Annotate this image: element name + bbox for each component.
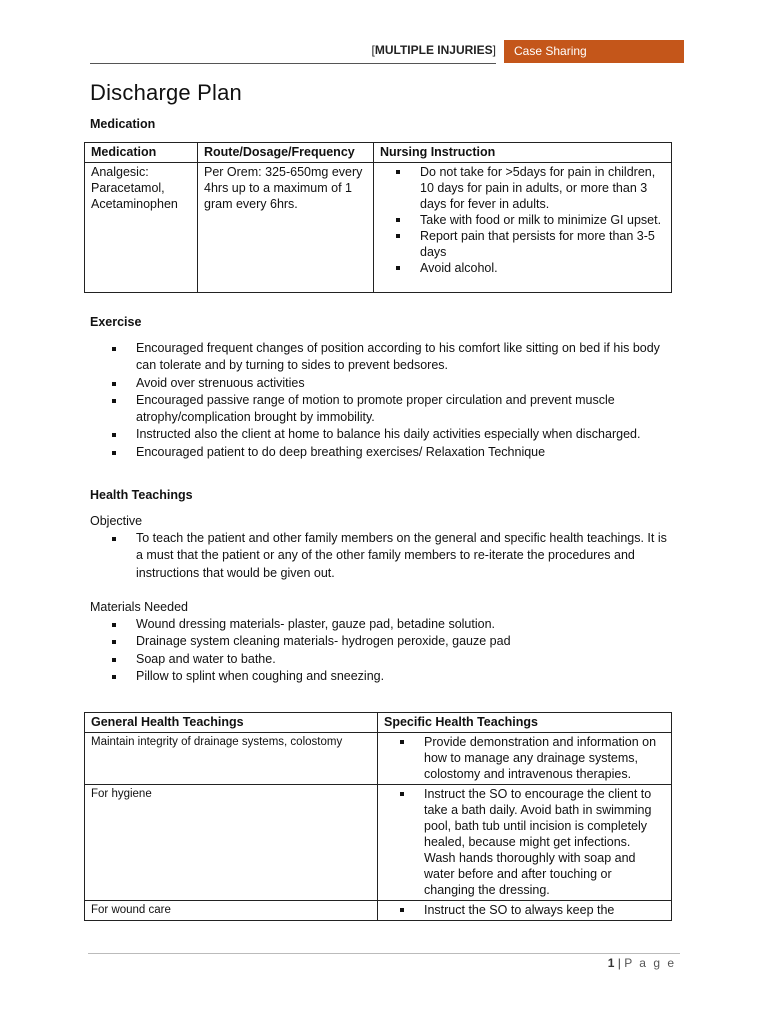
- medication-table: [84, 142, 672, 293]
- list-item: Instructed also the client at home to balance his daily activities especially when discharged.: [110, 426, 670, 443]
- medication-heading: Medication: [90, 117, 156, 131]
- column-header: Route/Dosage/Frequency: [198, 143, 374, 163]
- specific-teaching: [378, 733, 672, 785]
- specific-teaching: [378, 785, 672, 901]
- column-header: Medication: [85, 143, 198, 163]
- footer-divider: [88, 953, 680, 954]
- column-header: Nursing Instruction: [374, 143, 672, 163]
- list-item: Do not take for >5days for pain in children, 10 days for pain in adults, or more than 3 days for fever in adults.: [394, 164, 665, 212]
- list-item: Report pain that persists for more than 3-5 days: [394, 228, 665, 260]
- list-item: To teach the patient and other family members on the general and specific health teachings. It is a must that the patient or any of the other family members to re-iterate the procedures and instructions that would be given out.: [110, 530, 675, 582]
- medication-name: Analgesic: Paracetamol, Acetaminophen: [85, 163, 198, 293]
- page-title: Discharge Plan: [90, 80, 242, 105]
- nursing-instructions: [374, 163, 672, 293]
- exercise-heading: Exercise: [90, 315, 142, 329]
- header-divider: [90, 63, 496, 64]
- header-tag: Case Sharing: [504, 40, 684, 63]
- table-row: [85, 733, 672, 785]
- column-header: General Health Teachings: [85, 713, 378, 733]
- table-header-row: [85, 713, 672, 733]
- general-teaching: For wound care: [85, 901, 378, 921]
- list-item: Instruct the SO to always keep the: [398, 902, 665, 918]
- objective-label: Objective: [90, 514, 143, 528]
- table-header-row: [85, 143, 672, 163]
- page-label: P a g e: [624, 956, 676, 970]
- medication-route: Per Orem: 325-650mg every 4hrs up to a maximum of 1 gram every 6hrs.: [198, 163, 374, 293]
- page-footer: 1 | P a g e: [607, 956, 676, 970]
- list-item: Provide demonstration and information on how to manage any drainage systems, colostomy and intravenous therapies.: [398, 734, 665, 782]
- list-item: Encouraged frequent changes of position according to his comfort like sitting on bed if his body can tolerate and by turning to sides to prevent bedsores.: [110, 340, 670, 375]
- list-item: Avoid over strenuous activities: [110, 375, 670, 392]
- table-row: [85, 163, 672, 293]
- list-item: Encouraged patient to do deep breathing exercises/ Relaxation Technique: [110, 444, 670, 461]
- teachings-table: [84, 712, 672, 921]
- exercise-list: [110, 340, 670, 461]
- list-item: Avoid alcohol.: [394, 260, 665, 276]
- column-header: Specific Health Teachings: [378, 713, 672, 733]
- materials-label: Materials Needed: [90, 600, 188, 614]
- health-teachings-heading: Health Teachings: [90, 488, 193, 502]
- list-item: Take with food or milk to minimize GI upset.: [394, 212, 665, 228]
- list-item: Instruct the SO to encourage the client to take a bath daily. Avoid bath in swimming pool, bath tub until incision is completely healed, because might get infections. Wash hands thoroughly with soap and water before and after touching or changing the dressing.: [398, 786, 665, 898]
- page-header: [90, 40, 684, 63]
- table-row: [85, 785, 672, 901]
- list-item: Soap and water to bathe.: [110, 651, 670, 668]
- general-teaching: Maintain integrity of drainage systems, colostomy: [85, 733, 378, 785]
- materials-list: [110, 616, 670, 685]
- list-item: Encouraged passive range of motion to promote proper circulation and prevent muscle atrophy/complication brought by immobility.: [110, 392, 670, 427]
- list-item: Pillow to splint when coughing and sneezing.: [110, 668, 670, 685]
- specific-teaching: [378, 901, 672, 921]
- header-title: [MULTIPLE INJURIES]: [371, 43, 496, 57]
- general-teaching: For hygiene: [85, 785, 378, 901]
- list-item: Wound dressing materials- plaster, gauze pad, betadine solution.: [110, 616, 670, 633]
- page-number: 1: [607, 956, 615, 970]
- objective-list: [110, 530, 675, 582]
- table-row: [85, 901, 672, 921]
- list-item: Drainage system cleaning materials- hydrogen peroxide, gauze pad: [110, 633, 670, 650]
